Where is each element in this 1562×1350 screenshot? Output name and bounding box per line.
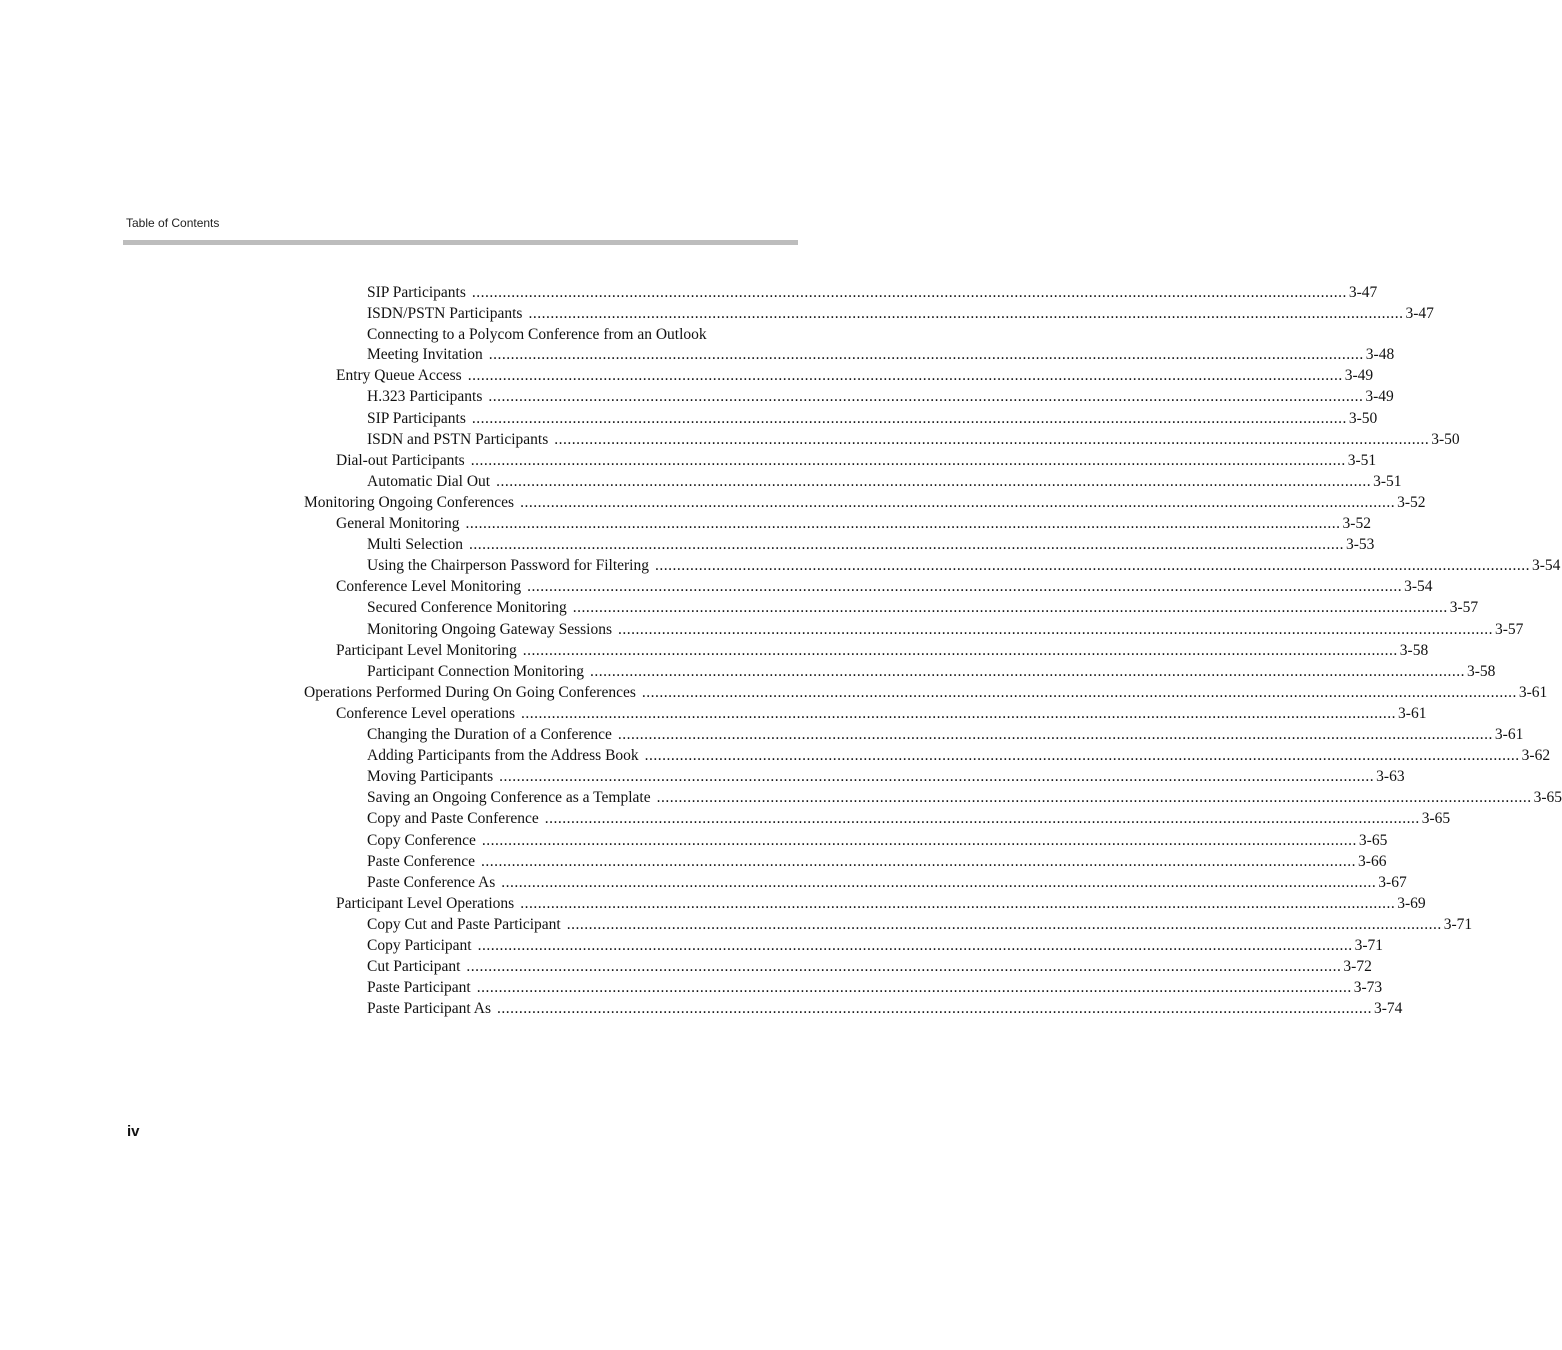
dot-leader: ........................................................................................................................................................................................................ bbox=[499, 768, 1375, 786]
toc-entry-page: 3-65 bbox=[1421, 810, 1451, 828]
toc-entry[interactable] bbox=[367, 915, 1473, 935]
toc-entry-page: 3-47 bbox=[1348, 284, 1378, 301]
toc-entry-page: 3-72 bbox=[1343, 958, 1372, 976]
dot-leader: ........................................................................................................................................................................................................ bbox=[488, 346, 1364, 364]
toc-entry[interactable] bbox=[304, 493, 1426, 513]
dot-leader: ........................................................................................................................................................................................................ bbox=[617, 620, 1493, 638]
toc-entry[interactable] bbox=[367, 556, 1561, 576]
dot-leader: ........................................................................................................................................................................................................ bbox=[544, 810, 1420, 828]
toc-entry[interactable] bbox=[367, 662, 1496, 682]
toc-entry[interactable] bbox=[336, 514, 1371, 534]
toc-entry-title: Dial-out Participants bbox=[336, 451, 465, 469]
toc-entry-title: Automatic Dial Out bbox=[367, 472, 491, 490]
toc-entry[interactable] bbox=[367, 957, 1372, 977]
toc-entry-title: ISDN and PSTN Participants bbox=[367, 430, 549, 448]
toc-entry[interactable] bbox=[367, 809, 1451, 829]
toc-entry-title: Adding Participants from the Address Book bbox=[367, 747, 639, 765]
toc-entry[interactable] bbox=[367, 767, 1405, 787]
dot-leader: ........................................................................................................................................................................................................ bbox=[528, 305, 1404, 323]
dot-leader: ........................................................................................................................................................................................................ bbox=[481, 831, 1357, 849]
dot-leader: ........................................................................................................................................................................................................ bbox=[656, 789, 1532, 807]
toc-entry[interactable] bbox=[367, 936, 1384, 956]
dot-leader: ........................................................................................................................................................................................................ bbox=[467, 367, 1343, 385]
dot-leader: ........................................................................................................................................................................................................ bbox=[471, 409, 1347, 427]
toc-entry-page: 3-47 bbox=[1405, 305, 1434, 323]
dot-leader: ........................................................................................................................................................................................................ bbox=[521, 704, 1397, 722]
dot-leader: ........................................................................................................................................................................................................ bbox=[466, 958, 1342, 976]
toc-entry-title[interactable]: Connecting to a Polycom Conference from an Outlook bbox=[367, 326, 707, 344]
toc-entry-title: SIP Participants bbox=[367, 284, 466, 301]
toc-entry-page: 3-49 bbox=[1365, 388, 1394, 406]
toc-entry[interactable] bbox=[336, 451, 1377, 471]
toc-entry-page: 3-67 bbox=[1378, 873, 1407, 891]
toc-entry[interactable] bbox=[367, 409, 1378, 429]
dot-leader: ........................................................................................................................................................................................................ bbox=[520, 493, 1396, 511]
dot-leader: ........................................................................................................................................................................................................ bbox=[572, 599, 1448, 617]
toc-entry-title: Participant Connection Monitoring bbox=[367, 662, 584, 680]
dot-leader: ........................................................................................................................................................................................................ bbox=[469, 536, 1345, 554]
toc-entry-page: 3-57 bbox=[1449, 599, 1479, 617]
page-number: iv bbox=[127, 1123, 140, 1140]
toc-entry-page: 3-52 bbox=[1342, 515, 1371, 533]
toc-entry-page: 3-73 bbox=[1353, 979, 1383, 997]
running-header: Table of Contents bbox=[126, 216, 220, 230]
dot-leader: ........................................................................................................................................................................................................ bbox=[470, 451, 1346, 469]
dot-leader: ........................................................................................................................................................................................................ bbox=[522, 641, 1398, 659]
dot-leader: ........................................................................................................................................................................................................ bbox=[496, 472, 1372, 490]
toc-entry[interactable] bbox=[304, 683, 1548, 703]
toc-entry[interactable] bbox=[336, 641, 1429, 661]
dot-leader: ........................................................................................................................................................................................................ bbox=[481, 852, 1357, 870]
toc-entry-page: 3-50 bbox=[1431, 430, 1460, 448]
toc-entry-title: Using the Chairperson Password for Filtering bbox=[367, 557, 649, 575]
toc-entry-page: 3-62 bbox=[1521, 747, 1551, 765]
toc-entry-page: 3-71 bbox=[1354, 937, 1384, 955]
dot-leader: ........................................................................................................................................................................................................ bbox=[465, 515, 1341, 533]
toc-entry-page: 3-74 bbox=[1374, 1000, 1403, 1018]
toc-entry-title: Copy Conference bbox=[367, 831, 476, 849]
toc-entry-page: 3-58 bbox=[1399, 641, 1429, 659]
toc-entry-title: ISDN/PSTN Participants bbox=[367, 305, 523, 323]
toc-entry-page: 3-51 bbox=[1347, 451, 1377, 469]
toc-entry[interactable] bbox=[336, 366, 1374, 386]
toc-entry-title: Conference Level operations bbox=[336, 704, 516, 722]
toc-entry-title: Meeting Invitation bbox=[367, 346, 483, 364]
dot-leader: ........................................................................................................................................................................................................ bbox=[644, 747, 1520, 765]
toc-entry-page: 3-53 bbox=[1346, 536, 1375, 554]
toc-entry[interactable] bbox=[336, 577, 1433, 597]
toc-entry-title: Paste Participant As bbox=[367, 1000, 491, 1018]
toc-entry[interactable] bbox=[367, 283, 1378, 303]
toc-entry[interactable] bbox=[367, 387, 1394, 407]
toc-entry-title: Secured Conference Monitoring bbox=[367, 599, 567, 617]
toc-entry[interactable] bbox=[367, 598, 1479, 618]
header-rule bbox=[123, 240, 798, 245]
toc-entry-title: General Monitoring bbox=[336, 515, 460, 533]
toc-entry-page: 3-66 bbox=[1358, 852, 1387, 870]
toc-entry-title: H.323 Participants bbox=[367, 388, 483, 406]
toc-entry[interactable] bbox=[367, 831, 1388, 851]
toc-entry[interactable] bbox=[367, 535, 1375, 555]
dot-leader: ........................................................................................................................................................................................................ bbox=[497, 1000, 1372, 1018]
toc-entry-title: Conference Level Monitoring bbox=[336, 578, 522, 596]
dot-leader: ........................................................................................................................................................................................................ bbox=[589, 662, 1465, 680]
toc-entry-page: 3-48 bbox=[1365, 346, 1395, 364]
toc-entry-title: Moving Participants bbox=[367, 768, 494, 786]
toc-entry-title: Paste Participant bbox=[367, 979, 471, 997]
toc-entry-page: 3-49 bbox=[1344, 367, 1374, 385]
dot-leader: ........................................................................................................................................................................................................ bbox=[471, 284, 1347, 301]
toc-entry[interactable] bbox=[367, 978, 1383, 998]
toc-entry-page: 3-58 bbox=[1466, 662, 1496, 680]
toc-entry-page: 3-61 bbox=[1398, 704, 1427, 722]
dot-leader: ........................................................................................................................................................................................................ bbox=[554, 430, 1430, 448]
toc-entry-page: 3-69 bbox=[1397, 894, 1426, 912]
toc-entry[interactable] bbox=[367, 430, 1460, 450]
toc-entry-page: 3-71 bbox=[1443, 915, 1473, 933]
toc-entry-title: Saving an Ongoing Conference as a Template bbox=[367, 789, 651, 807]
toc-entry[interactable] bbox=[367, 620, 1524, 640]
toc-entry-title: Changing the Duration of a Conference bbox=[367, 726, 612, 744]
toc-entry[interactable] bbox=[367, 999, 1403, 1019]
toc-entry-page: 3-61 bbox=[1494, 726, 1524, 744]
toc-entry-title: Cut Participant bbox=[367, 958, 461, 976]
dot-leader: ........................................................................................................................................................................................................ bbox=[501, 873, 1377, 891]
dot-leader: ........................................................................................................................................................................................................ bbox=[488, 388, 1364, 406]
toc-entry-title: Paste Conference bbox=[367, 852, 476, 870]
toc-entry[interactable] bbox=[367, 345, 1395, 365]
toc-entry-title: Monitoring Ongoing Conferences bbox=[304, 493, 515, 511]
toc-entry-page: 3-50 bbox=[1348, 409, 1378, 427]
toc-entry[interactable] bbox=[336, 894, 1426, 914]
toc-entry[interactable] bbox=[367, 472, 1402, 492]
toc-entry-title: Participant Level Monitoring bbox=[336, 641, 517, 659]
toc-entry-page: 3-65 bbox=[1358, 831, 1388, 849]
toc-entry-title: Copy Cut and Paste Participant bbox=[367, 915, 561, 933]
toc-entry-page: 3-52 bbox=[1397, 493, 1426, 511]
dot-leader: ........................................................................................................................................................................................................ bbox=[476, 979, 1352, 997]
toc-entry-title: Entry Queue Access bbox=[336, 367, 462, 385]
toc-entry-title: Operations Performed During On Going Conferences bbox=[304, 683, 636, 701]
toc-entry-title: Copy and Paste Conference bbox=[367, 810, 539, 828]
toc-entry[interactable] bbox=[336, 704, 1427, 724]
toc-entry-page: 3-61 bbox=[1518, 683, 1548, 701]
toc-entry-page: 3-54 bbox=[1531, 557, 1561, 575]
toc-entry-title: Paste Conference As bbox=[367, 873, 496, 891]
toc-entry-title: SIP Participants bbox=[367, 409, 466, 427]
toc-entry-title: Participant Level Operations bbox=[336, 894, 515, 912]
toc-entry-title: Monitoring Ongoing Gateway Sessions bbox=[367, 620, 612, 638]
toc-entry[interactable] bbox=[367, 873, 1407, 893]
toc-entry[interactable] bbox=[367, 725, 1524, 745]
dot-leader: ........................................................................................................................................................................................................ bbox=[641, 683, 1517, 701]
toc-entry-title: Multi Selection bbox=[367, 536, 464, 554]
toc-entry-title: Copy Participant bbox=[367, 937, 472, 955]
toc-entry-page: 3-63 bbox=[1376, 768, 1405, 786]
dot-leader: ........................................................................................................................................................................................................ bbox=[617, 726, 1493, 744]
dot-leader: ........................................................................................................................................................................................................ bbox=[477, 937, 1353, 955]
dot-leader: ........................................................................................................................................................................................................ bbox=[654, 557, 1530, 575]
toc-entry[interactable] bbox=[367, 852, 1387, 872]
toc-entry[interactable] bbox=[367, 788, 1562, 808]
dot-leader: ........................................................................................................................................................................................................ bbox=[527, 578, 1403, 596]
toc-entry[interactable] bbox=[367, 746, 1551, 766]
toc-entry[interactable] bbox=[367, 304, 1434, 324]
toc-entry-page: 3-54 bbox=[1404, 578, 1433, 596]
toc-entry-page: 3-51 bbox=[1373, 472, 1402, 490]
dot-leader: ........................................................................................................................................................................................................ bbox=[520, 894, 1396, 912]
toc-entry-page: 3-57 bbox=[1494, 620, 1524, 638]
toc-entry-page: 3-65 bbox=[1533, 789, 1562, 807]
dot-leader: ........................................................................................................................................................................................................ bbox=[566, 915, 1442, 933]
